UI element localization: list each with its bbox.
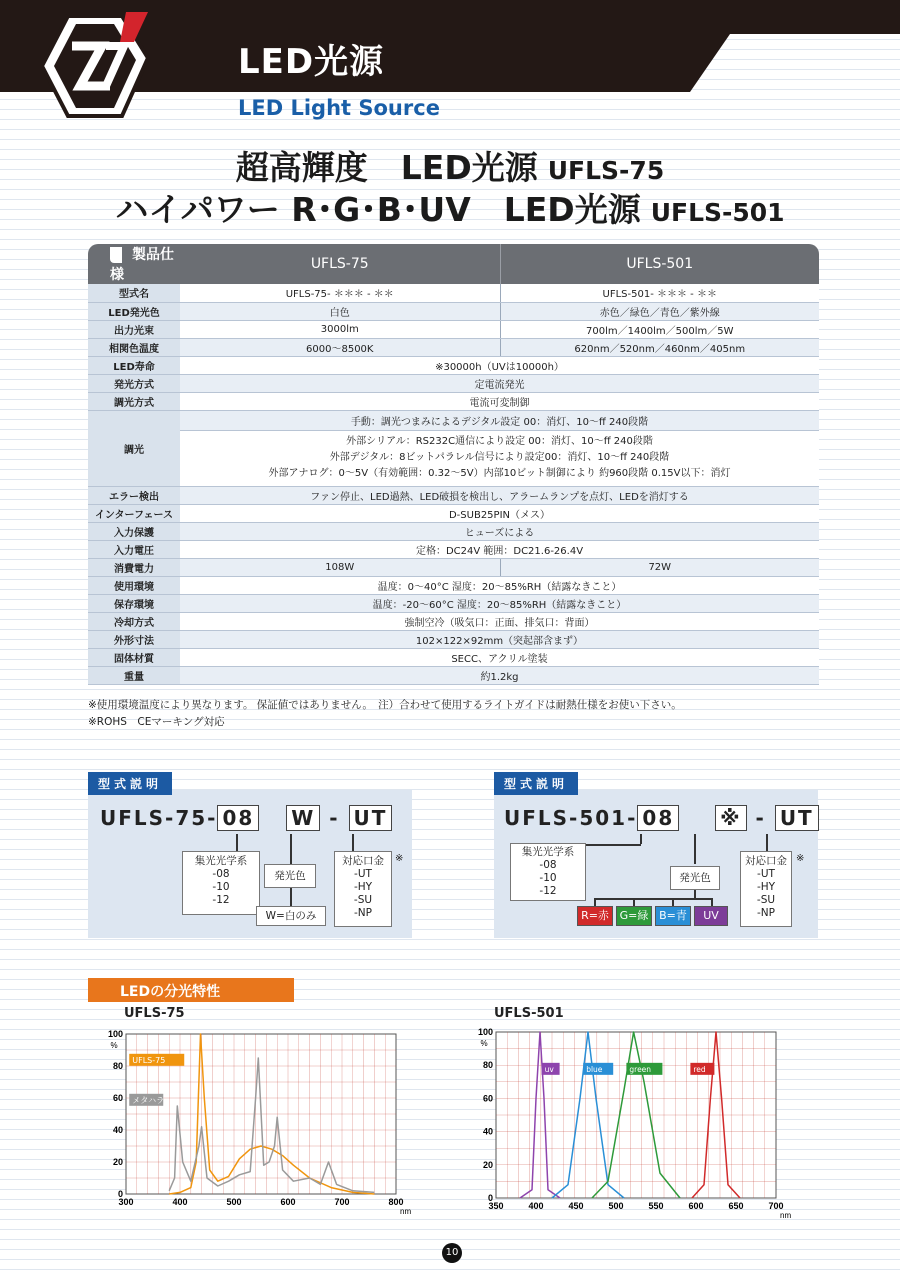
model-code-ufls501: UFLS-501- 08 ※ - UT	[504, 805, 819, 831]
spec-col-ufls75: UFLS-75	[180, 244, 500, 284]
optics-box-501: 集光光学系 -08 -10 -12	[510, 843, 586, 901]
conn-mark-75: ※	[395, 853, 404, 864]
x-tick-label: 300	[118, 1197, 134, 1207]
y-tick-label: 100	[107, 1029, 123, 1039]
legend-label: blue	[586, 1064, 603, 1074]
y-tick-label: 60	[112, 1093, 123, 1103]
optics-box-75: 集光光学系 -08 -10 -12	[182, 851, 260, 915]
legend-label: red	[693, 1064, 706, 1074]
legend-label: uv	[544, 1064, 554, 1074]
spec-row: 保存環境 温度：-20～60°C 湿度：20～85%RH（結露なきこと）	[88, 594, 819, 612]
title2-model: UFLS-501	[650, 198, 785, 227]
conn-box-75: 対応口金 -UT -HY -SU -NP	[334, 851, 392, 927]
spec-row: LED発光色 白色 赤色／緑色／青色／紫外線	[88, 302, 819, 320]
color-option-red: R=赤	[577, 906, 613, 926]
chart2-title: UFLS-501	[494, 1006, 564, 1021]
legend-label: メタハラ	[132, 1095, 165, 1105]
conn-mark-501: ※	[796, 853, 805, 864]
color-box-75: 発光色	[264, 864, 316, 888]
spec-row: 入力電圧 定格：DC24V 範囲：DC21.6-26.4V	[88, 540, 819, 558]
spec-row: 型式名 UFLS-75- ＊＊＊ - ＊＊ UFLS-501- ＊＊＊ - ＊＊	[88, 284, 819, 302]
x-tick-label: 350	[488, 1201, 504, 1211]
spec-col-ufls501: UFLS-501	[500, 244, 819, 284]
legend-green	[626, 1063, 662, 1075]
y-tick-label: 40	[482, 1126, 493, 1137]
x-tick-label: 400	[172, 1197, 188, 1207]
chart-ufls501	[470, 1022, 800, 1222]
y-tick-label: 80	[482, 1060, 493, 1071]
x-tick-label: 550	[648, 1201, 664, 1211]
chart1-title: UFLS-75	[124, 1006, 185, 1021]
spec-row: 入力保護 ヒューズによる	[88, 522, 819, 540]
conn-box-501: 対応口金 -UT -HY -SU -NP	[740, 851, 792, 927]
y-tick-label: 0	[487, 1193, 493, 1203]
y-axis-label: %	[480, 1039, 488, 1048]
x-axis-label: nm	[780, 1211, 792, 1220]
main-title-line1	[0, 142, 900, 189]
color-option-uv: UV	[694, 906, 728, 926]
spec-note-2: ※ROHS CEマーキング対応	[88, 716, 225, 728]
spec-row: 調光 手動：調光つまみによるデジタル設定 00：消灯、10～ff 240段階	[88, 410, 819, 430]
spec-row: インターフェース D-SUB25PIN（メス）	[88, 504, 819, 522]
spec-row: 重量 約1.2kg	[88, 666, 819, 684]
x-tick-label: 500	[608, 1201, 624, 1211]
spec-row: 固体材質 SECC、アクリル塗装	[88, 648, 819, 666]
header-marker	[110, 247, 122, 263]
x-tick-label: 500	[226, 1197, 242, 1207]
color-box-501: 発光色	[670, 866, 720, 890]
y-tick-label: 20	[112, 1157, 123, 1167]
spec-row: 使用環境 温度：0～40°C 湿度：20～85%RH（結露なきこと）	[88, 576, 819, 594]
y-tick-label: 20	[482, 1159, 493, 1170]
page-number: 10	[442, 1243, 462, 1263]
legend-blue	[583, 1063, 613, 1075]
x-tick-label: 700	[768, 1201, 784, 1211]
spec-header-label: 製品仕様	[88, 244, 180, 284]
title1-main: 超高輝度 LED光源	[235, 148, 538, 187]
main-title-line2	[0, 184, 900, 231]
y-tick-label: 0	[117, 1189, 123, 1199]
spec-row: 冷却方式 強制空冷（吸気口：正面、排気口：背面）	[88, 612, 819, 630]
legend-label: UFLS-75	[132, 1055, 166, 1065]
spec-row: 外形寸法 102×122×92mm（突起部含まず）	[88, 630, 819, 648]
header-subtitle: LED Light Source	[238, 96, 440, 120]
spec-header-row	[88, 244, 819, 284]
spec-table	[88, 244, 819, 685]
spec-row: 発光方式 定電流発光	[88, 374, 819, 392]
spec-row: 相関色温度 6000～8500K 620nm／520nm／460nm／405nm	[88, 338, 819, 356]
model-tab-ufls501: 型式説明	[494, 772, 578, 795]
model-tab-ufls75: 型式説明	[88, 772, 172, 795]
color-option-green: G=緑	[616, 906, 652, 926]
title1-model: UFLS-75	[547, 156, 665, 185]
x-axis-label: nm	[400, 1207, 412, 1216]
title2-main: ハイパワー R･G･B･UV LED光源	[115, 190, 641, 229]
y-tick-label: 60	[482, 1093, 493, 1104]
legend-UFLS-75	[129, 1054, 184, 1066]
x-tick-label: 650	[728, 1201, 744, 1211]
spec-row: 外部シリアル：RS232C通信により設定 00：消灯、10～ff 240段階 外部デジタル：8ビットパラレル信号により設定00：消灯、10～ff 240段階 外部アナログ：0～5V（有効範囲：0.32～5V）内部10ビット制御により 約960段階 0.15V以下：消灯	[88, 430, 819, 486]
color-note-75: W=白のみ	[256, 906, 326, 926]
y-tick-label: 100	[477, 1027, 493, 1037]
spec-row: 調光方式 電流可変制御	[88, 392, 819, 410]
legend-uv	[542, 1063, 560, 1075]
spec-row: 出力光束 3000lm 700lm／1400lm／500lm／5W	[88, 320, 819, 338]
spec-row: 消費電力 108W 72W	[88, 558, 819, 576]
x-tick-label: 800	[388, 1197, 404, 1207]
model-code-ufls75: UFLS-75- 08 W - UT	[100, 805, 392, 831]
y-axis-label: %	[110, 1041, 118, 1050]
legend-メタハラ	[129, 1094, 164, 1106]
chart-ufls75	[88, 1026, 428, 1222]
legend-label: green	[629, 1064, 652, 1074]
x-tick-label: 450	[568, 1201, 584, 1211]
spec-row: エラー検出 ファン停止、LED過熱、LED破損を検出し、アラームランプを点灯、LEDを消灯する	[88, 486, 819, 504]
section-led-spectrum: LEDの分光特性	[88, 978, 294, 1002]
color-option-blue: B=青	[655, 906, 691, 926]
x-tick-label: 700	[334, 1197, 350, 1207]
header-title: LED光源	[238, 42, 385, 82]
y-tick-label: 80	[112, 1061, 123, 1071]
x-tick-label: 400	[528, 1201, 544, 1211]
legend-red	[690, 1063, 714, 1075]
brand-logo	[40, 12, 150, 122]
spec-row: LED寿命 ※30000h（UVは10000h）	[88, 356, 819, 374]
spec-note-1: ※使用環境温度により異なります。 保証値ではありません。 注）合わせて使用するライトガイドは耐熱仕様をお使い下さい。	[88, 699, 682, 711]
x-tick-label: 600	[280, 1197, 296, 1207]
x-tick-label: 600	[688, 1201, 704, 1211]
y-tick-label: 40	[112, 1125, 123, 1135]
